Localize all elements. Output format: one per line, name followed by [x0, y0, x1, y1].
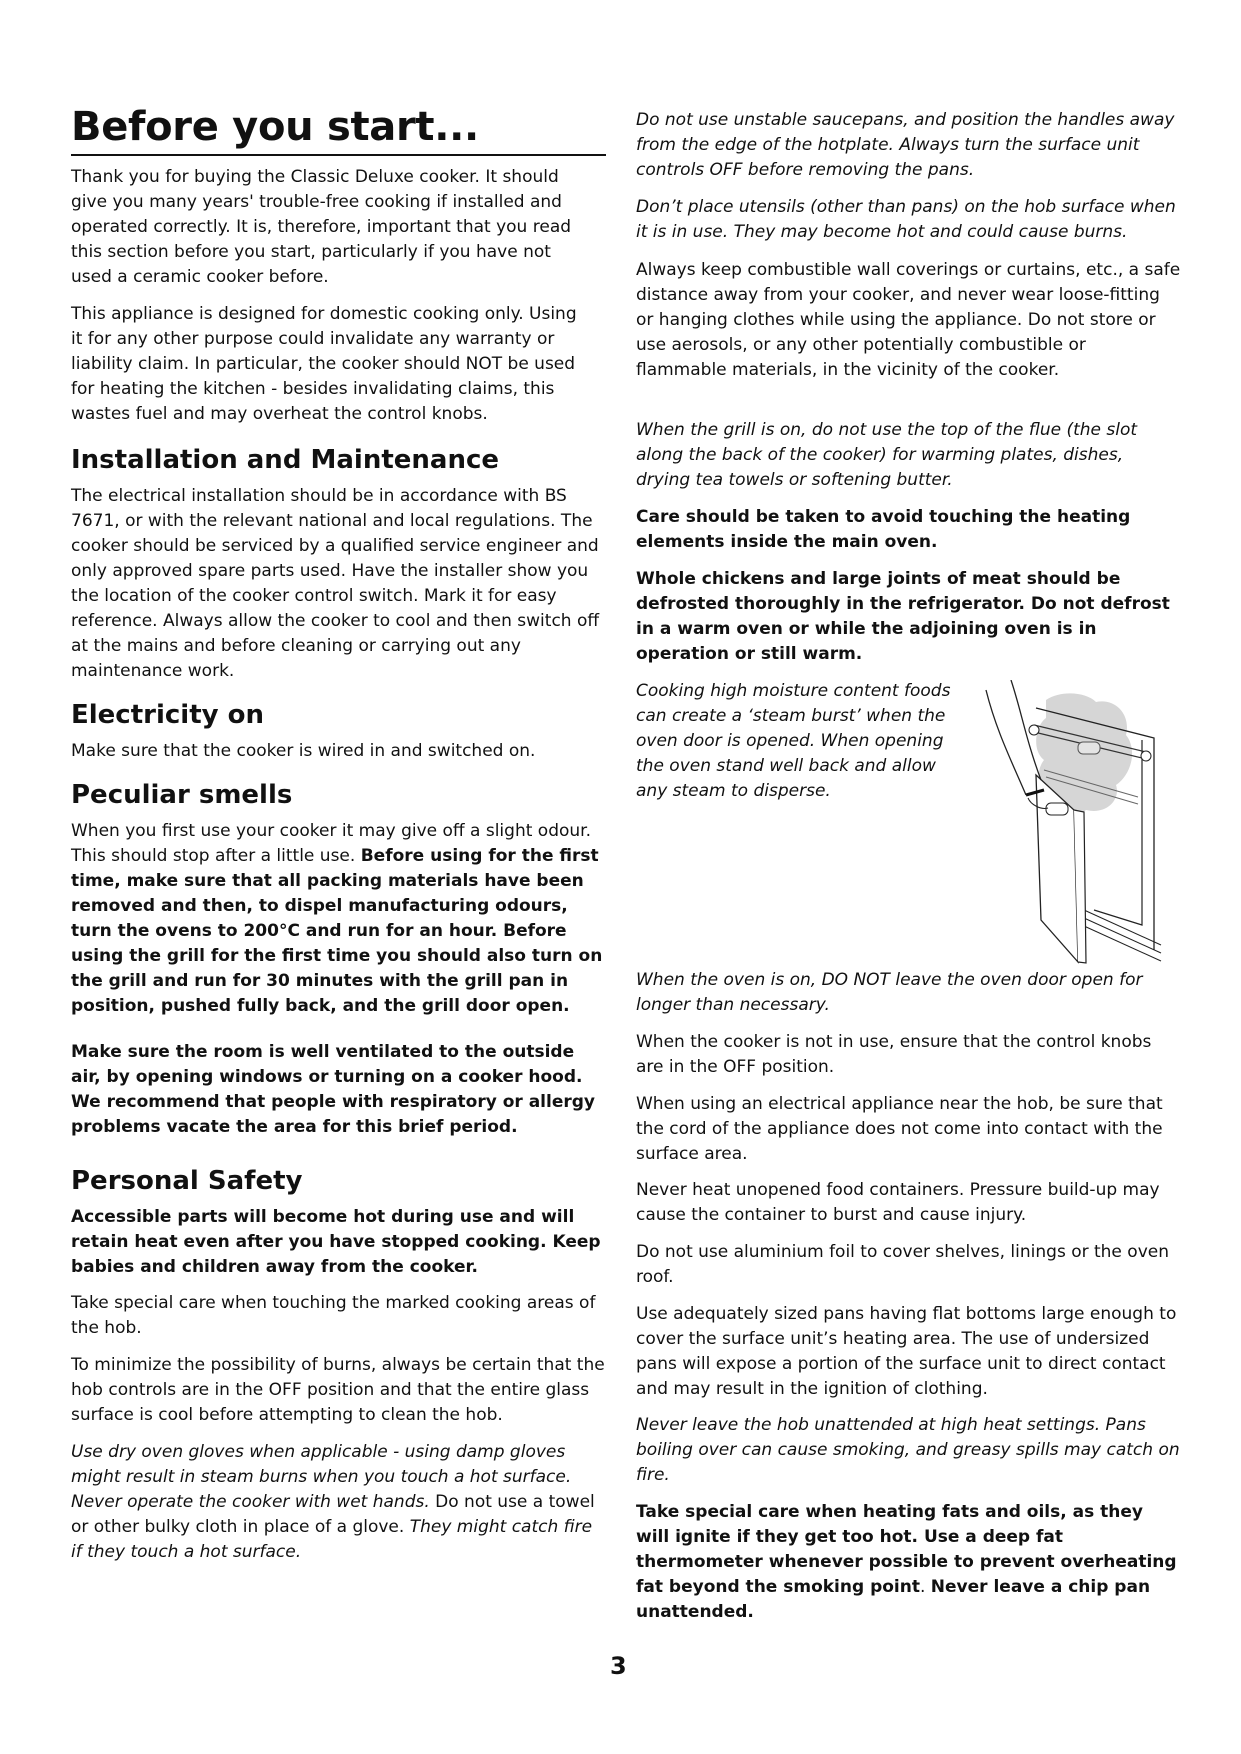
right-paragraph-6: Whole chickens and large joints of meat should be defrosted thoroughly in the refrigerator. Do not defrost in a warm oven or while the adjoining oven is in operation or still warm.	[636, 569, 1170, 664]
smells-paragraph	[71, 819, 606, 1019]
gloves-italic-1: Use dry oven gloves when applicable - using damp gloves might result in steam burns when you touch a hot surface. Never operate the cooker with wet hands.	[71, 1442, 572, 1512]
right-paragraph-3: Always keep combustible wall coverings or curtains, etc., a safe distance away from your cooker, and never wear loose-fitting or hanging clothes while using the appliance. Do not store or use aerosols, or any other potentially combustible or flammable materials, in the vicinity of the cooker.	[636, 260, 1181, 380]
right-paragraph-10: When using an electrical appliance near the hob, be sure that the cord of the appliance does not come into contact with the surface area.	[636, 1094, 1163, 1164]
safety-paragraph-1: Accessible parts will become hot during use and will retain heat even after you have stopped cooking. Keep babies and children away from the cooker.	[71, 1207, 601, 1277]
right-paragraph-8: When the oven is on, DO NOT leave the oven door open for longer than necessary.	[636, 970, 1143, 1015]
right-paragraph-11: Never heat unopened food containers. Pressure build-up may cause the container to burst and cause injury.	[636, 1180, 1160, 1225]
page-number: 3	[610, 1652, 627, 1680]
fats-warning-bold-2: Never leave a chip pan unattended.	[636, 1577, 1151, 1622]
right-paragraph-15	[636, 1500, 1181, 1625]
right-paragraph-12: Do not use aluminium foil to cover shelves, linings or the oven roof.	[636, 1242, 1169, 1287]
oven-steam-illustration	[966, 680, 1166, 970]
electricity-paragraph: Make sure that the cooker is wired in and switched on.	[71, 741, 536, 761]
right-paragraph-13: Use adequately sized pans having flat bottoms large enough to cover the surface unit’s heating area. The use of undersized pans will expose a portion of the surface unit to direct contact and may result in the ignition of clothing.	[636, 1304, 1177, 1399]
intro-paragraph-2: This appliance is designed for domestic cooking only. Using it for any other purpose could invalidate any warranty or liability claim. In particular, the cooker should NOT be used for heating the kitchen - besides invalidating claims, this wastes fuel and may overheat the control knobs.	[71, 304, 577, 424]
intro-paragraph-1: Thank you for buying the Classic Deluxe cooker. It should give you many years' trouble-free cooking if installed and operated correctly. It is, therefore, important that you read this section before you start, particularly if you have not used a ceramic cooker before.	[71, 167, 572, 287]
installation-paragraph: The electrical installation should be in accordance with BS 7671, or with the relevant national and local regulations. The cooker should be serviced by a qualified service engineer and only approved spare parts used. Have the installer show you the location of the cooker control switch. Mark it for easy reference. Always allow the cooker to cool and then switch off at the mains and before cleaning or carrying out any maintenance work.	[71, 486, 600, 681]
heading-personal-safety: Personal Safety	[71, 1166, 303, 1196]
smells-text-normal: When you first use your cooker it may give off a slight odour. This should stop after a little use.	[71, 821, 591, 866]
page-title: Before you start...	[71, 104, 479, 150]
right-paragraph-7: Cooking high moisture content foods can create a ‘steam burst’ when the oven door is opened. When opening the oven stand well back and allow any steam to disperse.	[636, 681, 951, 801]
right-paragraph-5: Care should be taken to avoid touching the heating elements inside the main oven.	[636, 507, 1131, 552]
ventilation-paragraph: Make sure the room is well ventilated to the outside air, by opening windows or turning on a cooker hood. We recommend that people with respiratory or allergy problems vacate the area for this brief period.	[71, 1042, 596, 1137]
gloves-normal: Do not use a towel or other bulky cloth in place of a glove.	[71, 1492, 595, 1537]
fats-warning-bold-1: Take special care when heating fats and oils, as they will ignite if they get too hot. Use a deep fat thermometer whenever possible to prevent overheating fat beyond the smoking point	[636, 1502, 1177, 1597]
right-paragraph-1: Do not use unstable saucepans, and position the handles away from the edge of the hotplate. Always turn the surface unit controls OFF before removing the pans.	[636, 110, 1175, 180]
safety-paragraph-2: Take special care when touching the marked cooking areas of the hob.	[71, 1293, 596, 1338]
heading-installation: Installation and Maintenance	[71, 445, 499, 475]
right-paragraph-2: Don’t place utensils (other than pans) on the hob surface when it is in use. They may become hot and could cause burns.	[636, 197, 1176, 242]
smells-text-bold: Before using for the first time, make sure that all packing materials have been removed and then, to dispel manufacturing odours, turn the ovens to 200°C and run for an hour. Before using the grill for the first time you should also turn on the grill and run for 30 minutes with the grill pan in position, pushed fully back, and the grill door open.	[71, 846, 603, 1016]
safety-paragraph-4	[71, 1440, 606, 1565]
title-rule	[71, 154, 606, 156]
oven-door-icon	[966, 680, 1166, 970]
right-paragraph-4: When the grill is on, do not use the top of the flue (the slot along the back of the cooker) for warming plates, dishes, drying tea towels or softening butter.	[636, 420, 1138, 490]
right-paragraph-14: Never leave the hob unattended at high heat settings. Pans boiling over can cause smoking, and greasy spills may catch on fire.	[636, 1415, 1180, 1485]
right-paragraph-9: When the cooker is not in use, ensure that the control knobs are in the OFF position.	[636, 1032, 1152, 1077]
fats-warning-dot: .	[919, 1577, 931, 1597]
heading-electricity: Electricity on	[71, 700, 265, 730]
heading-peculiar-smells: Peculiar smells	[71, 780, 293, 810]
safety-paragraph-3: To minimize the possibility of burns, always be certain that the hob controls are in the OFF position and that the entire glass surface is cool before attempting to clean the hob.	[71, 1355, 605, 1425]
gloves-italic-2: They might catch fire if they touch a hot surface.	[71, 1517, 593, 1562]
